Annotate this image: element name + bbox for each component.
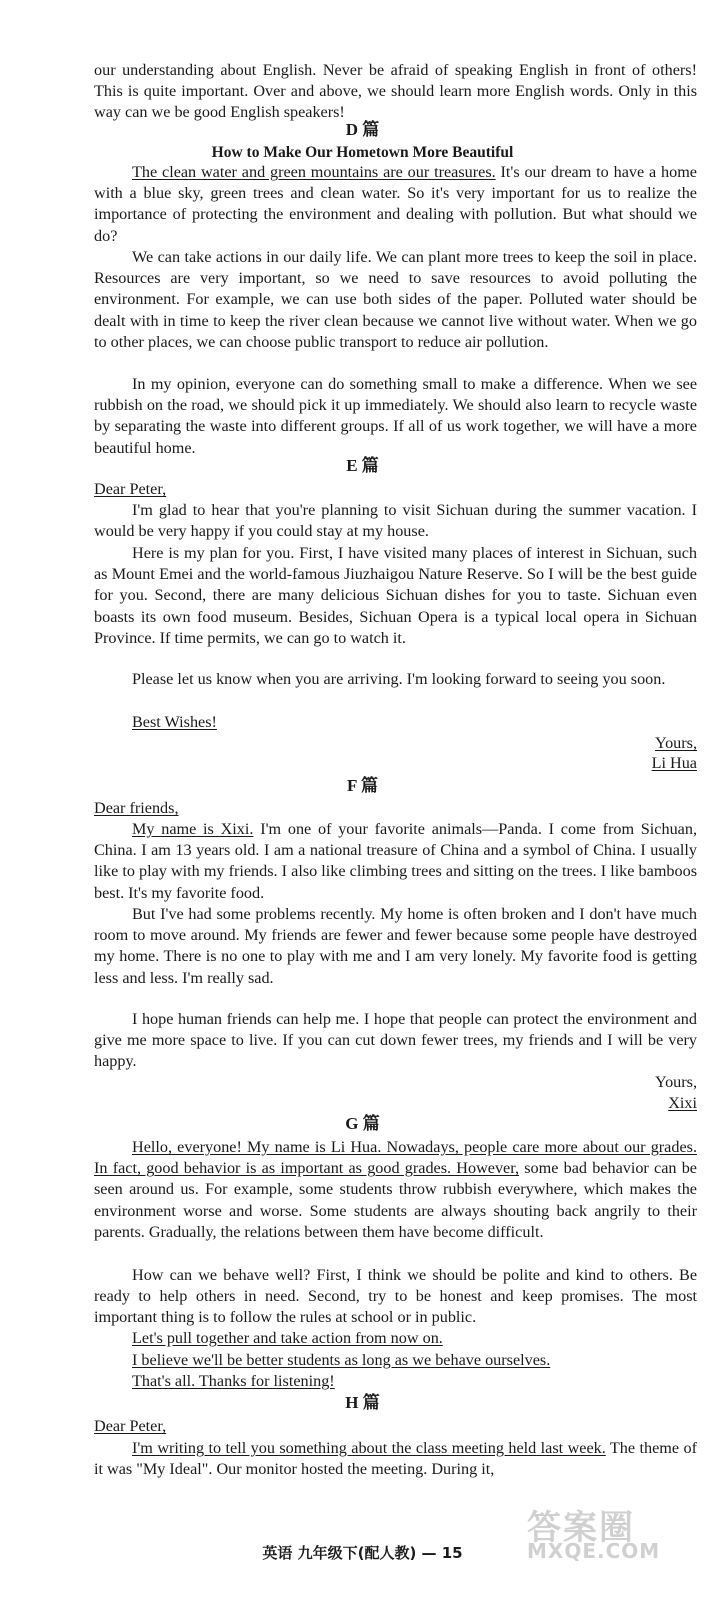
section-d-paragraph-1	[94, 162, 697, 247]
page-footer: 英语 九年级下(配人教) — 15	[262, 1544, 463, 1562]
section-f-paragraph-3: I hope human friends can help me. I hope that people can protect the environment and give me more space to live. If you can cut down fewer trees, my friends and I will be very happy.	[94, 1010, 697, 1071]
section-g-paragraph-2: How can we behave well? First, I think we should be polite and kind to others. Be ready to help others in need. Second, try to be honest and keep promises. The most important thing is to follow the rules at school or in public.	[94, 1266, 697, 1327]
section-e-paragraph-2: Here is my plan for you. First, I have visited many places of interest in Sichuan, such as Mount Emei and the world-famous Jiuzhaigou Nature Reserve. So I will be the best guide for you. Second, there are many delicious Sichuan dishes for you to taste. Sichuan even boasts its own food museum. Besides, Sichuan Opera is a typical local opera in Sichuan Province. If time permits, we can go to watch it.	[94, 544, 697, 647]
section-e-heading: E 篇	[346, 456, 379, 475]
section-g-paragraph-1-rest: some bad behavior can be seen around us. For example, some students throw rubbish everywhere, which makes the environment worse and worse. Some students are always shouting back angrily to their parents. Gradually, the relations between them have become difficult.	[94, 1159, 697, 1241]
section-g-line-2: I believe we'll be better students as long as we behave ourselves.	[132, 1351, 551, 1369]
section-h-greeting: Dear Peter,	[94, 1417, 167, 1435]
section-f-paragraph-1-rest: I'm one of your favorite animals—Panda. I come from Sichuan, China. I am 13 years old. I am a national treasure of China and a symbol of China. I usually like to play with my friends. I also like climbing trees and sitting on the trees. I like bamboos best. It's my favorite food.	[94, 820, 697, 902]
section-f-greeting: Dear friends,	[94, 799, 179, 817]
watermark-text: 答案圈	[527, 1508, 635, 1548]
section-g-line-1: Let's pull together and take action from now on.	[132, 1329, 443, 1347]
section-d-paragraph-3: In my opinion, everyone can do something small to make a difference. When we see rubbish on the road, we should pick it up immediately. We should also learn to recycle waste by separating the waste into different groups. If all of us work together, we will have a more beautiful home.	[94, 375, 697, 457]
section-g-heading: G 篇	[345, 1114, 380, 1133]
section-f-paragraph-2: But I've had some problems recently. My home is often broken and I don't have much room to move around. My friends are fewer and fewer because some people have destroyed my home. There is no one to play with me and I am very lonely. My favorite food is getting less and less. I'm really sad.	[94, 905, 697, 987]
watermark-logo	[527, 1508, 717, 1590]
section-g-paragraph-1	[94, 1137, 697, 1243]
section-g-line-3: That's all. Thanks for listening!	[132, 1372, 335, 1390]
section-e-paragraph-1: I'm glad to hear that you're planning to visit Sichuan during the summer vacation. I would be very happy if you could stay at my house.	[94, 501, 697, 541]
section-d-paragraph-2: We can take actions in our daily life. We can plant more trees to keep the soil in place. Resources are very important, so we need to save resources to avoid polluting the environment. For example, we can use both sides of the paper. Polluted water should be dealt with in time to keep the river clean because we cannot live without water. When we go to other places, we can choose public transport to reduce air pollution.	[94, 248, 697, 351]
section-e-sign-name: Li Hua	[651, 754, 697, 772]
section-f-sign-name: Xixi	[668, 1094, 697, 1112]
section-f-paragraph-1	[94, 819, 697, 904]
section-e-greeting: Dear Peter,	[94, 480, 167, 498]
section-e-closing: Best Wishes!	[132, 713, 217, 731]
section-d-paragraph-1-rest: It's our dream to have a home with a blue sky, green trees and clean water. So it's very important for us to realize the importance of protecting the environment and dealing with pollution. But what should we do?	[94, 163, 697, 245]
section-g-underlined-sentences: Hello, everyone! My name is Li Hua. Nowadays, people care more about our grades. In fact, good behavior is as important as good grades. However,	[94, 1138, 697, 1178]
section-f-heading: F 篇	[346, 776, 378, 795]
section-d-title: How to Make Our Hometown More Beautiful	[211, 144, 514, 161]
section-e-sign-yours: Yours,	[655, 734, 697, 752]
section-d-underlined-sentence: The clean water and green mountains are our treasures.	[132, 163, 496, 181]
section-h-paragraph-1-rest: The theme of it was "My Ideal". Our monitor hosted the meeting. During it,	[94, 1439, 697, 1479]
section-f-underlined-sentence: My name is Xixi.	[132, 820, 254, 838]
intro-paragraph: our understanding about English. Never be afraid of speaking English in front of others! This is quite important. Over and above, we should learn more English words. Only in this way can we be good English speakers!	[94, 61, 697, 122]
watermark-site: MXQE.COM	[527, 1539, 661, 1564]
section-e-paragraph-3: Please let us know when you are arriving. I'm looking forward to seeing you soon.	[132, 670, 666, 688]
section-h-underlined-sentence: I'm writing to tell you something about the class meeting held last week.	[132, 1439, 606, 1457]
section-f-sign-yours: Yours,	[655, 1073, 697, 1091]
section-h-heading: H 篇	[345, 1393, 380, 1412]
section-d-heading: D 篇	[345, 120, 380, 139]
section-h-paragraph-1	[94, 1438, 697, 1480]
